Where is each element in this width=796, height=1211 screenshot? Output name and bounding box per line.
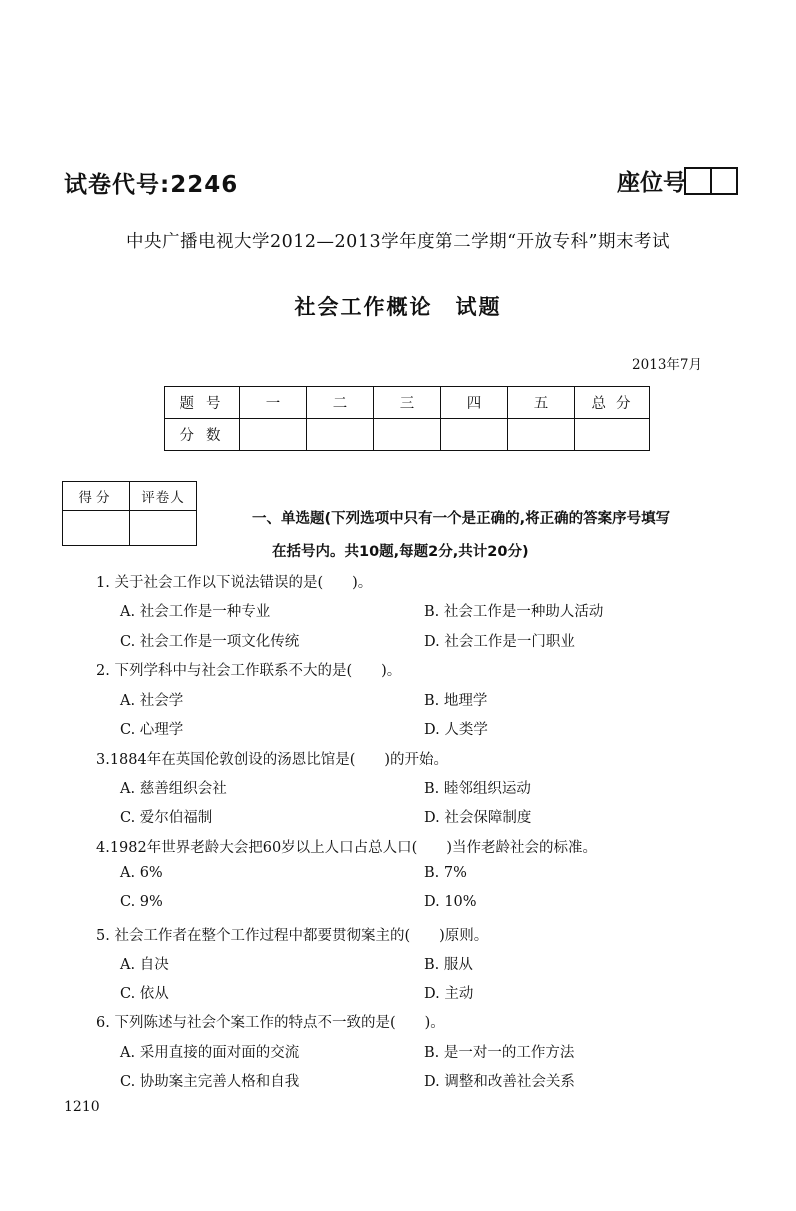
subject-title: 社会工作概论 试题 xyxy=(294,295,502,319)
score-table-column: 二 xyxy=(307,387,374,419)
option-b: B. 睦邻组织运动 xyxy=(424,781,531,797)
option-d: D. 主动 xyxy=(424,986,474,1002)
seat-number-box[interactable] xyxy=(710,167,738,195)
option-d: D. 社会保障制度 xyxy=(424,810,532,826)
option-c: C. 社会工作是一项文化传统 xyxy=(120,634,300,650)
option-a: A. 自决 xyxy=(120,957,169,973)
exam-date: 2013年7月 xyxy=(632,357,702,373)
section-heading-line: 在括号内。共10题,每题2分,共计20分) xyxy=(272,544,529,560)
option-b: B. 是一对一的工作方法 xyxy=(424,1045,575,1061)
score-cell[interactable] xyxy=(307,419,374,451)
option-d: D. 调整和改善社会关系 xyxy=(424,1074,575,1090)
option-c: C. 协助案主完善人格和自我 xyxy=(120,1074,300,1090)
section-heading xyxy=(252,503,752,569)
grader-score-cell[interactable] xyxy=(63,511,130,546)
grader-table xyxy=(62,481,197,546)
option-c: C. 9% xyxy=(120,894,163,910)
grader-name-label: 评卷人 xyxy=(130,482,197,511)
score-cell[interactable] xyxy=(240,419,307,451)
score-table-score-label: 分数 xyxy=(165,419,240,451)
score-cell[interactable] xyxy=(441,419,508,451)
option-d: D. 人类学 xyxy=(424,722,488,738)
option-a: A. 社会工作是一种专业 xyxy=(120,604,271,620)
question-stem: 1. 关于社会工作以下说法错误的是( )。 xyxy=(96,575,373,591)
question-stem: 3.1884年在英国伦敦创设的汤恩比馆是( )的开始。 xyxy=(96,752,449,768)
score-table-header-label: 题号 xyxy=(165,387,240,419)
exam-title: 中央广播电视大学2012—2013学年度第二学期“开放专科”期末考试 xyxy=(126,232,670,252)
option-b: B. 服从 xyxy=(424,957,473,973)
option-a: A. 6% xyxy=(120,865,163,881)
seat-number-label: 座位号 xyxy=(617,170,686,196)
option-d: D. 10% xyxy=(424,894,477,910)
option-c: C. 心理学 xyxy=(120,722,184,738)
score-cell[interactable] xyxy=(374,419,441,451)
option-c: C. 依从 xyxy=(120,986,169,1002)
option-b: B. 7% xyxy=(424,865,467,881)
grader-score-label: 得分 xyxy=(63,482,130,511)
option-d: D. 社会工作是一门职业 xyxy=(424,634,575,650)
score-table-column: 一 xyxy=(240,387,307,419)
paper-code: 试卷代号:2246 xyxy=(64,172,239,198)
score-table-column: 三 xyxy=(374,387,441,419)
section-heading-line: 一、单选题(下列选项中只有一个是正确的,将正确的答案序号填写 xyxy=(252,511,671,527)
option-b: B. 社会工作是一种助人活动 xyxy=(424,604,604,620)
question-stem: 6. 下列陈述与社会个案工作的特点不一致的是( )。 xyxy=(96,1015,445,1031)
score-table-column: 四 xyxy=(441,387,508,419)
option-a: A. 慈善组织会社 xyxy=(120,781,227,797)
seat-number xyxy=(617,164,738,197)
seat-number-box[interactable] xyxy=(684,167,712,195)
page-number: 1210 xyxy=(64,1099,100,1115)
question-stem: 2. 下列学科中与社会工作联系不大的是( )。 xyxy=(96,663,402,679)
question-stem: 5. 社会工作者在整个工作过程中都要贯彻案主的( )原则。 xyxy=(96,928,489,944)
option-c: C. 爱尔伯福制 xyxy=(120,810,213,826)
option-a: A. 社会学 xyxy=(120,693,184,709)
score-table-column: 五 xyxy=(508,387,575,419)
question-stem: 4.1982年世界老龄大会把60岁以上人口占总人口( )当作老龄社会的标准。 xyxy=(96,840,597,856)
grader-name-cell[interactable] xyxy=(130,511,197,546)
option-a: A. 采用直接的面对面的交流 xyxy=(120,1045,300,1061)
score-cell[interactable] xyxy=(508,419,575,451)
score-table xyxy=(164,386,650,451)
option-b: B. 地理学 xyxy=(424,693,488,709)
score-cell[interactable] xyxy=(575,419,650,451)
score-table-column: 总分 xyxy=(575,387,650,419)
